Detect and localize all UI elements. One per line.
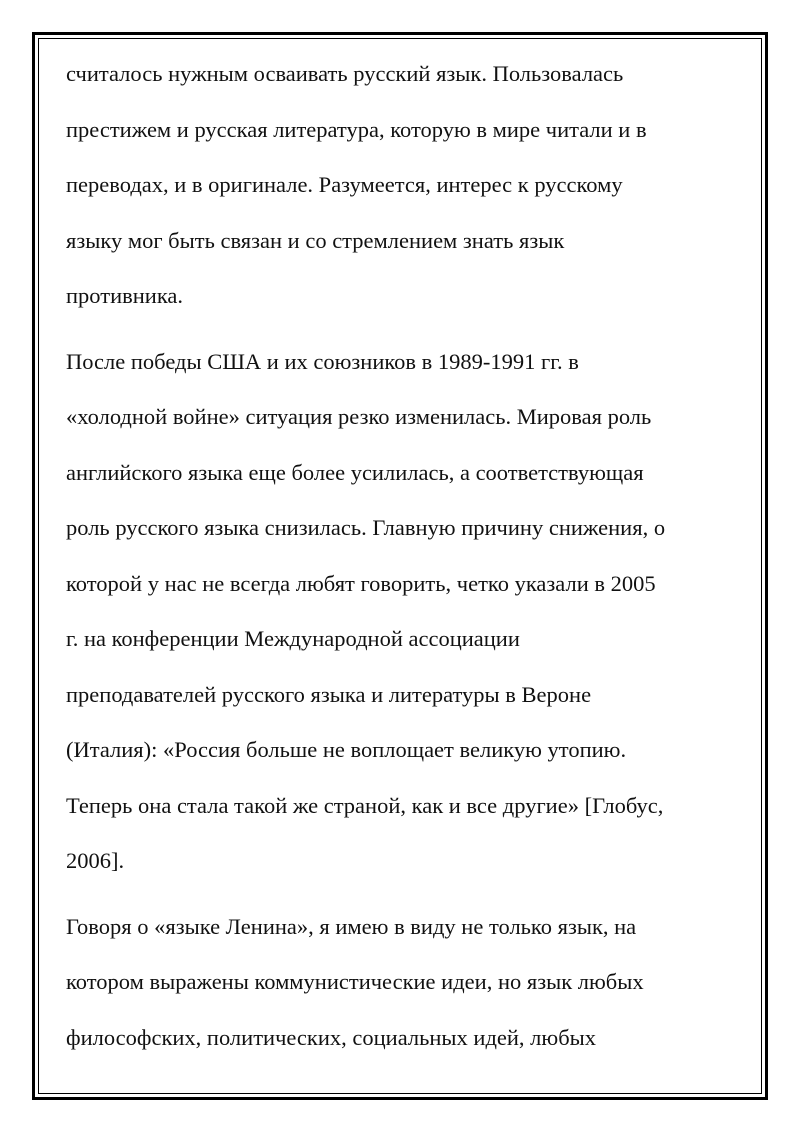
paragraph-1	[66, 46, 736, 324]
text-line: 2006].	[66, 848, 125, 873]
text-line: языку мог быть связан и со стремлением знать язык	[66, 227, 565, 253]
paragraph-3	[66, 899, 736, 1066]
text-line: преподавателей русского языка и литературы в Вероне	[66, 681, 592, 707]
text-line: которой у нас не всегда любят говорить, четко указали в 2005	[66, 570, 656, 596]
text-line: После победы США и их союзников в 1989-1991 гг. в	[66, 348, 579, 374]
text-line: Теперь она стала такой же страной, как и все другие» [Глобус,	[66, 792, 664, 818]
text-line: Говоря о «языке Ленина», я имею в виду не только язык, на	[66, 913, 637, 939]
text-line: философских, политических, социальных идей, любых	[66, 1024, 597, 1050]
text-line: переводах, и в оригинале. Разумеется, интерес к русскому	[66, 172, 623, 197]
text-line: роль русского языка снизилась. Главную причину снижения, о	[66, 515, 666, 540]
document-body	[66, 46, 736, 1065]
paragraph-2	[66, 334, 736, 889]
text-line: (Италия): «Россия больше не воплощает великую утопию.	[66, 737, 627, 762]
text-line: котором выражены коммунистические идеи, но язык любых	[66, 969, 644, 994]
text-line: считалось нужным осваивать русский язык. Пользовалась	[66, 61, 624, 86]
text-line: престижем и русская литература, которую в мире читали и в	[66, 116, 647, 142]
text-line: г. на конференции Международной ассоциации	[66, 626, 520, 651]
text-line: «холодной войне» ситуация резко изменилась. Мировая роль	[66, 404, 652, 429]
paragraph-spacer	[66, 889, 736, 899]
text-line: английского языка еще более усилилась, а соответствующая	[66, 459, 644, 485]
paragraph-spacer	[66, 324, 736, 334]
text-line: противника.	[66, 283, 184, 308]
